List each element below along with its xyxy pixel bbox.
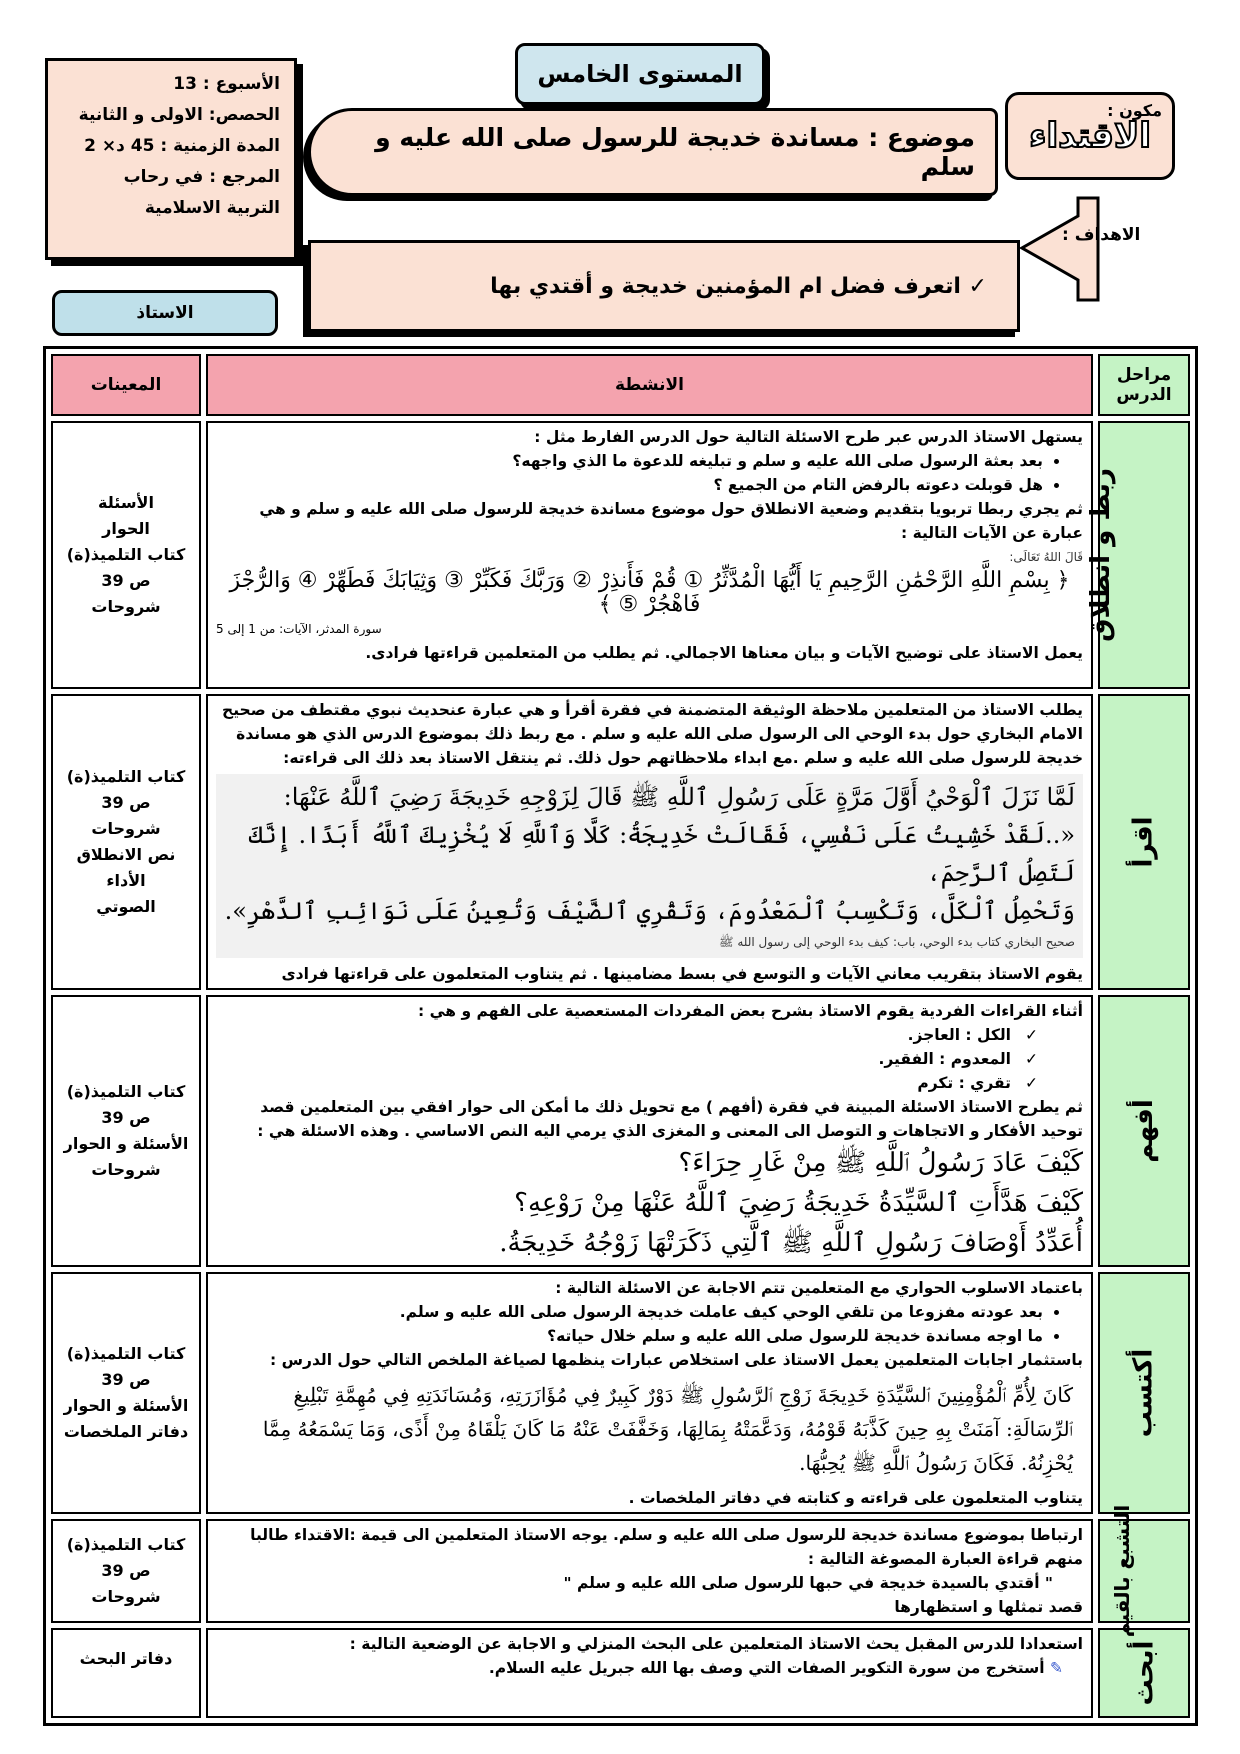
stage-cell (1098, 694, 1190, 990)
hadith-line: وَتَحْمِلُ ٱلْكَلَّ، وَتَكْسِبُ ٱلْمَعْدُومَ، وَتَقْرِي ٱلضَّيْفَ وَتُعِينُ عَلَى نَوَائِبِ ٱلدَّهْرِ». (224, 897, 1075, 925)
activity-text: قصد تمثلها و استظهارها (894, 1598, 1083, 1616)
resources-cell (51, 694, 201, 990)
question-item: كَيْفَ هَدَّأَتِ ٱلسَّيِّدَةُ خَدِيجَةُ رَضِيَ ٱللَّهُ عَنْهَا مِنْ رَوْعِهِ؟ (514, 1188, 1083, 1218)
resource-item: دفاتر البحث (79, 1649, 173, 1668)
hadith-block (216, 774, 1083, 958)
resource-item: ص 39 (101, 793, 151, 812)
activity-text: ارتباطا بموضوع مساندة خديجة للرسول صلى الله عليه و سلم. يوجه الاستاذ المتعلمين الى قيمة :الاقتداء طالبا منهم قراءة العبارة المصوغة التالية : (250, 1526, 1083, 1568)
question-item: • ما اوجه مساندة خديجة للرسول صلى الله عليه و سلم خلال حياته؟ (216, 1324, 1043, 1348)
resource-item: الحوار (102, 519, 150, 538)
resource-item: ص 39 (101, 1108, 151, 1127)
duration-info: المدة الزمنية : 45 د× 2 (84, 136, 280, 156)
table-row (51, 421, 1190, 689)
vocab-item: ✓ الكل : العاجز. (216, 1023, 1038, 1047)
resource-item: الأداء (106, 871, 146, 890)
stage-cell (1098, 1504, 1190, 1638)
resource-item: الأسئلة (98, 493, 154, 512)
activity-text: استعدادا للدرس المقبل يحث الاستاذ المتعلمين على البحث المنزلي و الاجابة عن الوضعية التالية : (349, 1635, 1083, 1653)
goal-text: ✓ اتعرف فضل ام المؤمنين خديجة و أقتدي بها (308, 240, 1020, 332)
resources-cell (51, 1519, 201, 1623)
question-item: كَيْفَ عَادَ رَسُولُ ٱللَّهِ ﷺ مِنْ غَارِ حِرَاءَ؟ (678, 1148, 1083, 1178)
lesson-plan-table (43, 346, 1198, 1726)
table-row (51, 995, 1190, 1267)
resources-cell (51, 421, 201, 689)
stage-label: التشبع بالقيم (1109, 1504, 1134, 1638)
verse-intro: قَالَ اللهُ تَعَالَى: (1009, 550, 1083, 564)
stage-label: ربط و انطلاق (1086, 468, 1117, 642)
resource-item: كتاب التلميذ(ة) (66, 545, 186, 564)
activity-cell (206, 694, 1093, 990)
question-item: أُعَدِّدُ أَوْصَافَ رَسُولِ ٱللَّهِ ﷺ ٱلَّتِي ذَكَرَتْهَا زَوْجُهُ خَدِيجَةُ. (499, 1228, 1083, 1258)
resource-item: شروحات (91, 1587, 161, 1606)
activity-text: باستثمار اجابات المتعلمين يعمل الاستاذ على استخلاص عبارات ينظمها لصياغة الملخص التالي حول الدرس : (270, 1351, 1083, 1369)
lesson-summary: كَانَ لِأُمِّ ٱلْمُؤْمِنِينَ ٱلسَّيِّدَةِ خَدِيجَةَ زَوْجِ ٱلرَّسُولِ ﷺ دَوْرٌ كَبِيرٌ فِي مُؤَازَرَتِهِ، وَمُسَانَدَتِهِ فِي مُهِمَّةِ تَبْلِيغِ ٱلرِّسَالَةِ: آمَنَتْ بِهِ حِينَ كَذَّبَهُ قَوْمُهُ، وَدَعَّمَتْهُ بِمَالِهَا، وَخَفَّفَتْ عَنْهُ مَا كَانَ يَلْقَاهُ مِنْ أَذًى، وَمَا يَسْمَعُهُ مِمَّا يُحْزِنُهُ. فَكَانَ رَسُولُ ٱللَّهِ ﷺ يُحِبُّهَا. (262, 1383, 1073, 1475)
table-row (51, 1628, 1190, 1718)
activity-text: ثم يطرح الاستاذ الاسئلة المبينة في فقرة (أفهم ) مع تحويل ذلك ما أمكن الى حوار افقي بين المتعلمين قصد توحيد الأفكار و الاتجاهات و التوصل الى المعنى و المغزى الذي يرمي اليه النص الاساسي . وهذه الاسئلة هي : (257, 1098, 1083, 1140)
resource-item: الأسئلة و الحوار (63, 1396, 189, 1415)
resource-item: كتاب التلميذ(ة) (66, 767, 186, 786)
activity-text: يعمل الاستاذ على توضيح الآيات و بيان معناها الاجمالي. ثم يطلب من المتعلمين قراءتها فرادى. (365, 644, 1083, 662)
week-info: الأسبوع : 13 (173, 74, 280, 94)
stage-label: أفهم (1129, 1099, 1159, 1163)
reference-info-cont: التربية الاسلامية (144, 198, 280, 218)
resource-item: كتاب التلميذ(ة) (66, 1535, 186, 1554)
stage-label: أبحث (1129, 1640, 1159, 1706)
goals-label: الاهداف : (1062, 225, 1141, 245)
table-row (51, 1272, 1190, 1514)
component-box (1005, 92, 1175, 180)
table-header-row (51, 354, 1190, 416)
vocab-item: ✓ المعدوم : الفقير. (216, 1047, 1038, 1071)
stage-cell (1098, 1628, 1190, 1718)
component-value: الاقتداء (1029, 116, 1151, 156)
quran-verse: ﴿ بِسْمِ اللَّهِ الرَّحْمَٰنِ الرَّحِيمِ يَا أَيُّهَا الْمُدَّثِّرُ ① قُمْ فَأَنذِرْ ② وَرَبَّكَ فَكَبِّرْ ③ وَثِيَابَكَ فَطَهِّرْ ④ وَالرُّجْزَ فَاهْجُرْ ⑤ ﴾ (229, 568, 1070, 617)
left-arrow-icon (1020, 196, 1100, 302)
activity-text: يتناوب المتعلمون على قراءته و كتابته في دفاتر الملخصات . (628, 1489, 1083, 1507)
vocab-item: ✓ تقري : تكرم (216, 1071, 1038, 1095)
activity-text: أثناء القراءات الفردية يقوم الاستاذ بشرح بعض المفردات المستعصية على الفهم و هي : (418, 1002, 1083, 1020)
resource-item: الأسئلة و الحوار (63, 1134, 189, 1153)
resource-item: كتاب التلميذ(ة) (66, 1344, 186, 1363)
pencil-icon: ✎ (1050, 1659, 1063, 1677)
question-item: • بعد عودته مفزوعا من تلقي الوحي كيف عاملت خديجة الرسول صلى الله عليه و سلم. (216, 1300, 1043, 1324)
resource-item: شروحات (91, 1160, 161, 1179)
component-label: مكون : (1107, 101, 1162, 120)
activity-text: ثم يجري ربطا تربويا بتقديم وضعية الانطلاق حول موضوع مساندة خديجة للرسول صلى الله عليه و سلم و هي عبارة عن الآيات التالية : (259, 500, 1083, 542)
activity-text: يستهل الاستاذ الدرس عبر طرح الاسئلة التالية حول الدرس الفارط مثل : (534, 428, 1083, 446)
resource-item: دفاتر الملخصات (63, 1422, 189, 1441)
activity-text: يطلب الاستاذ من المتعلمين ملاحظة الوثيقة المتضمنة في فقرة أقرأ و هي عبارة عنحديث نبوي مقتطف من صحيح الامام البخاري حول بدء الوحي الى الرسول صلى الله عليه و سلم . مع ربط ذلك بموضوع الدرس الذي هو مساندة خديجة للرسول صلى الله عليه و سلم .مع ابداء ملاحظاتهم حول ذلك. ثم ينتقل الاستاذ بعد ذلك الى قراءته: (222, 701, 1083, 767)
sessions-info: الحصص: الاولى و الثانية (78, 105, 280, 125)
resource-item: شروحات (91, 597, 161, 616)
resource-item: شروحات (91, 819, 161, 838)
resource-item: نص الانطلاق (76, 845, 176, 864)
comprehension-questions (216, 1143, 1083, 1263)
stage-cell (1098, 1272, 1190, 1514)
activity-cell (206, 1519, 1093, 1623)
resources-cell (51, 995, 201, 1267)
header-resources: المعينات (51, 354, 201, 416)
activity-text: يقوم الاستاذ بتقريب معاني الآيات و التوسع في بسط مضامينها . ثم يتناوب المتعلمون على قراءتها فرادى (281, 965, 1083, 983)
hadith-reference: صحيح البخاري كتاب بدء الوحي، باب: كيف بدء الوحي إلى رسول الله ﷺ (719, 935, 1075, 949)
stage-label: أكتسب (1128, 1348, 1159, 1438)
question-item: • هل قوبلت دعوته بالرفض التام من الجميع ؟ (216, 473, 1043, 497)
table-row (51, 1519, 1190, 1623)
lesson-info-box (45, 58, 297, 260)
resource-item: ص 39 (101, 1561, 151, 1580)
resource-item: ص 39 (101, 1370, 151, 1389)
activity-cell (206, 1272, 1093, 1514)
resource-item: الصوتي (96, 897, 156, 916)
value-phrase: " أقتدي بالسيدة خديجة في حبها للرسول صلى الله عليه و سلم " (563, 1574, 1053, 1592)
stage-cell (1086, 421, 1190, 689)
activity-text: باعتماد الاسلوب الحواري مع المتعلمين تتم الاجابة عن الاسئلة التالية : (555, 1279, 1083, 1297)
header-stages: مراحل الدرس (1098, 354, 1190, 416)
reference-info: المرجع : في رحاب (123, 167, 280, 187)
resources-cell (51, 1628, 201, 1718)
question-item: • بعد بعثة الرسول صلى الله عليه و سلم و تبليغه للدعوة ما الذي واجهه؟ (216, 449, 1043, 473)
stage-cell (1098, 995, 1190, 1267)
activity-cell (206, 1628, 1093, 1718)
research-task: أستخرج من سورة التكوير الصفات التي وصف بها الله جبريل عليه السلام. (488, 1659, 1045, 1677)
topic-title: موضوع : مساندة خديجة للرسول صلى الله عليه و سلم (308, 108, 998, 196)
activity-cell (206, 421, 1093, 689)
stage-label: اقرأ (1129, 816, 1159, 868)
teacher-label: الاستاذ (52, 290, 278, 336)
hadith-line: لَمَّا نَزَلَ ٱلْوَحْيُ أَوَّلَ مَرَّةٍ عَلَى رَسُولِ ٱللَّهِ ﷺ قَالَ لِزَوْجِهِ خَدِيجَةَ رَضِيَ ٱللَّهُ عَنْهَا: (283, 783, 1075, 811)
resources-cell (51, 1272, 201, 1514)
level-title: المستوى الخامس (515, 43, 765, 105)
activity-cell (206, 995, 1093, 1267)
resource-item: كتاب التلميذ(ة) (66, 1082, 186, 1101)
hadith-line: «..لَقَدْ خَشِيتُ عَلَى نَفْسِي، فَقَالَتْ خَدِيجَةُ: كَلَّا وَٱللَّهِ لَا يُخْزِيكَ ٱللَّهُ أَبَدًا. إِنَّكَ لَتَصِلُ ٱلرَّحِمَ، (248, 821, 1075, 887)
verse-reference: سورة المدثر، الآيات: من 1 إلى 5 (216, 622, 382, 636)
header-activities: الانشطة (206, 354, 1093, 416)
table-row (51, 694, 1190, 990)
resource-item: ص 39 (101, 571, 151, 590)
